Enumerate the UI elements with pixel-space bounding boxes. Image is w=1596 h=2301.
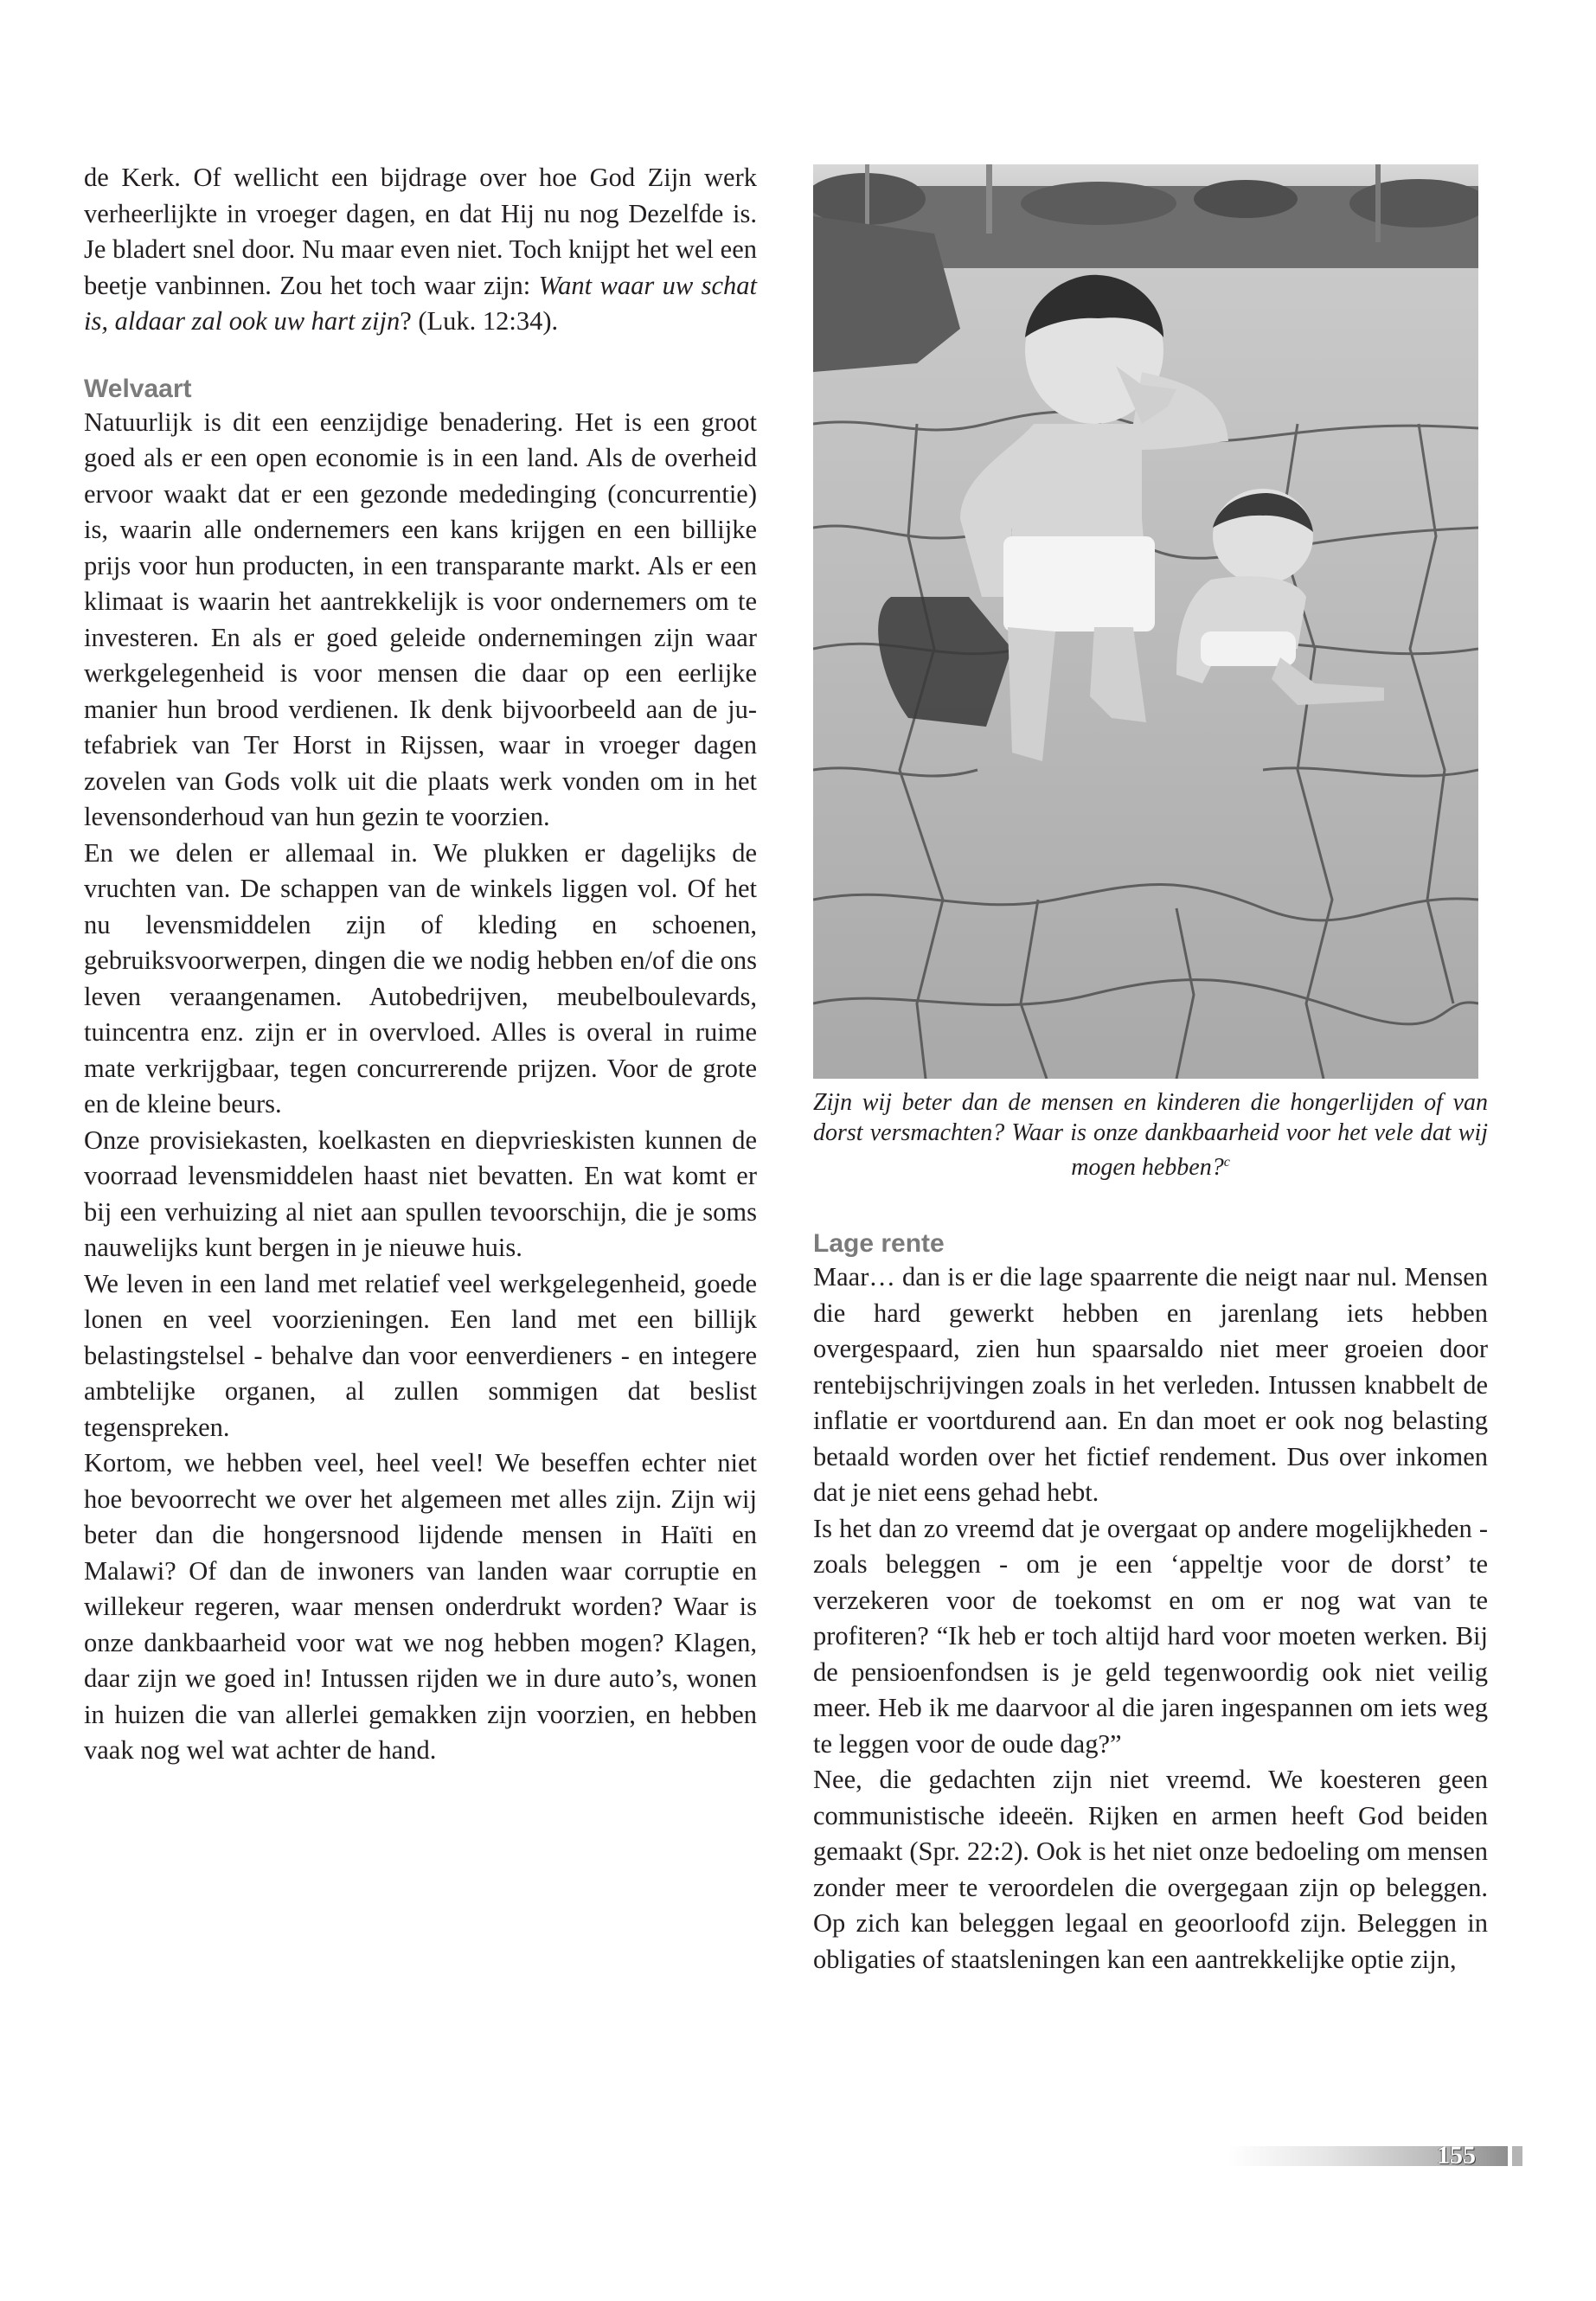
body-paragraph: Is het dan zo vreemd dat je overgaat op andere mogelijkheden - zoals beleggen - om je een ‘appeltje voor de dorst’ te verzekeren voor de toekomst en om er nog wat van te profiteren? “Ik heb er toch altijd hard voor moeten werken. Bij de pensioenfondsen is je geld tegenwoordig ook niet veilig meer. Heb ik me daarvoor al die jaren ingespannen om iets weg te leggen voor de oude dag?” <box>813 1513 1488 1759</box>
intro-paragraph: de Kerk. Of wellicht een bijdrage over hoe God Zijn werk verheerlijkte in vroeger dagen, en dat Hij nu nog Dezelfde is. Je bladert snel door. Nu maar even niet. Toch knijpt het wel een beetje vanbinnen. Zou het toch waar zijn: Want waar uw schat is, aldaar zal ook uw hart zijn? (Luk. 12:34). <box>84 163 757 336</box>
body-paragraph: We leven in een land met relatief veel werkgelegenheid, goede lonen en veel voorzieningen. Een land met een billijk belastingstelsel - behalve dan voor eenverdieners - en integere ambtelijke organen, al zullen sommigen dat beslist tegenspreken. <box>84 1268 757 1442</box>
section-heading-lage-rente: Lage rente <box>813 1229 945 1258</box>
body-paragraph: Nee, die gedachten zijn niet vreemd. We koesteren geen communistische ideeën. Rijken en armen heeft God beiden gemaakt (Spr. 22:2). Ook is het niet onze bedoeling om mensen zonder meer te veroordelen die overgegaan zijn op beleggen. Op zich kan beleggen legaal en geoorloofd zijn. Beleggen in obligaties of staatsleningen kan een aantrekkelijke optie zijn, <box>813 1765 1488 1974</box>
body-paragraph: Onze provisiekasten, koelkasten en diepvrieskisten kunnen de voorraad levensmiddelen haast niet bevatten. En wat komt er bij een verhuizing al niet aan spullen tevoorschijn, die je soms nauwelijks kunt bergen in je nieuwe huis. <box>84 1125 757 1262</box>
photo-illustration <box>813 164 1478 1079</box>
left-column <box>84 160 757 1769</box>
body-paragraph: En we delen er allemaal in. We plukken er dagelijks de vruchten van. De schappen van de winkels liggen vol. Of het nu levensmiddelen zijn of kleding en schoenen, gebruiksvoorwerpen, dingen die we nodig hebben en/of die ons leven veraangenamen. Autobedrijven, meubelboulevards, tuincentra enz. zijn er in overvloed. Alles is overal in ruime mate verkrijgbaar, tegen concurrerende prijzen. Voor de grote en de kleine beurs. <box>84 837 757 1118</box>
page-edge-tab <box>1512 2146 1522 2166</box>
photo-children-drought <box>813 164 1478 1079</box>
footnote-marker: c <box>1223 1155 1230 1170</box>
section-spacer <box>84 340 757 374</box>
page-number-bar <box>1228 2141 1508 2170</box>
photo-caption: Zijn wij beter dan de mensen en kinderen die hongerlijden of van dorst versmachten? Waar is onze dankbaarheid voor het vele dat wij mogen hebben?$^c$ <box>813 1089 1488 1181</box>
body-paragraph: Maar… dan is er die lage spaarrente die neigt naar nul. Mensen die hard gewerkt hebben en jarenlang iets hebben overgespaard, zien hun spaarsaldo niet meer groeien door rentebijschrijvingen zoals in het verleden. Intussen knabbelt de inflatie er voortdurend aan. En dan moet er ook nog belasting betaald worden over het fictief rendement. Dus over inkomen dat je niet eens gehad hebt. <box>813 1262 1488 1507</box>
right-column <box>813 1228 1488 1977</box>
bible-quote: Want waar uw schat is, aldaar zal ook uw hart zijn <box>84 270 757 336</box>
section-heading-welvaart: Welvaart <box>84 374 192 403</box>
body-paragraph: Natuurlijk is dit een eenzijdige benadering. Het is een groot goed als er een open economie is in een land. Als de overheid ervoor waakt dat er een gezonde mededinging (concurrentie) is, waarin alle ondernemers een kans krijgen en een billijke prijs voor hun producten, in een transparante markt. Als er een klimaat is waarin het aantrekkelijk is voor ondernemers om te investeren. En als er goed geleide ondernemingen zijn waar werkgelegenheid is voor mensen die daar op een eerlijke manier hun brood verdienen. Ik denk bijvoorbeeld aan de jutefabriek van Ter Horst in Rijssen, waar in vroeger dagen zovelen van Gods volk uit die plaats werk vonden om in het levensonderhoud van hun gezin te voorzien. <box>84 407 757 831</box>
page-number: 155 <box>1437 2141 1476 2170</box>
body-paragraph: Kortom, we hebben veel, heel veel! We beseffen echter niet hoe bevoorrecht we over het algemeen met alles zijn. Zijn wij beter dan die hongersnood lijdende mensen in Haïti en Malawi? Of dan de inwoners van landen waar corruptie en willekeur regeren, waar mensen onderdrukt worden? Waar is onze dankbaarheid voor wat we nog hebben mogen? Klagen, daar zijn we goed in! Intussen rijden we in dure auto’s, wonen in huizen die van allerlei gemakken zijn voorzien, en hebben vaak nog wel wat achter de hand. <box>84 1448 757 1765</box>
